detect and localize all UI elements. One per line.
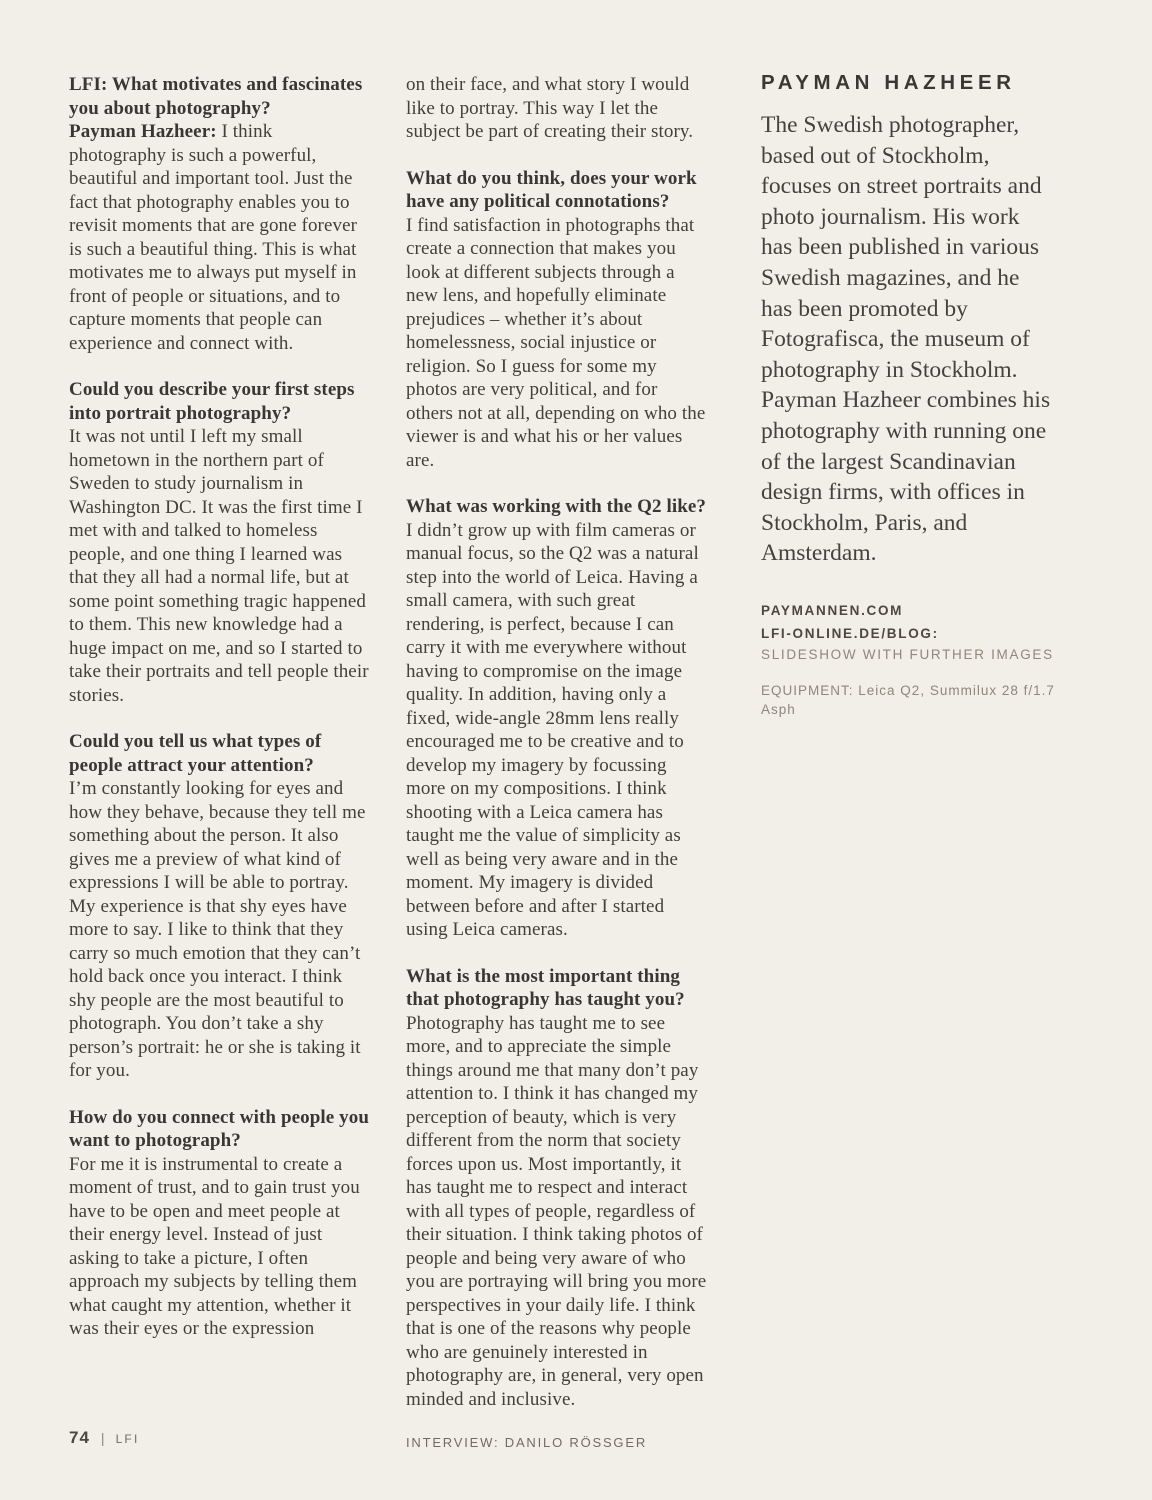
interview-answer	[69, 120, 370, 355]
interview-question: How do you connect with people you want to photograph?	[69, 1106, 370, 1151]
qa-block	[406, 167, 707, 473]
photographer-name: PAYMAN HAZHEER	[761, 71, 1016, 94]
equipment-line	[761, 681, 1056, 719]
qa-block	[69, 73, 370, 355]
photographer-sidebar	[761, 70, 1056, 719]
page-footer	[69, 1428, 140, 1448]
qa-block	[406, 73, 707, 144]
footer-separator: |	[100, 1430, 105, 1446]
qa-block	[69, 730, 370, 1083]
magazine-title: LFI	[115, 1432, 140, 1446]
equipment-label: EQUIPMENT:	[761, 682, 854, 698]
interview-column-left	[69, 73, 370, 1364]
answer-text: I think photography is such a powerful, beautiful and important tool. Just the fact that photography enables you to revisit moments that are gone forever is such a beautiful thing. This is what motivates me to always put myself in front of people or situations, and to capture moments that people can experience and connect with.	[69, 121, 358, 354]
page-number: 74	[69, 1428, 90, 1447]
interview-question: LFI: What motivates and fascinates you about photography?	[69, 74, 363, 119]
interview-column-middle	[406, 73, 707, 1452]
equipment-value: Leica Q2, Summilux 28 f/1.7 Asph	[761, 682, 1055, 717]
links-section	[761, 599, 1056, 664]
qa-block	[69, 1106, 370, 1341]
interview-answer-continuation: on their face, and what story I would like to portray. This way I let the subject be part of creating their story.	[406, 74, 694, 142]
interview-answer: It was not until I left my small hometown in the northern part of Sweden to study journalism in Washington DC. It was the first time I met with and talked to homeless people, and one thing I learned was that they all had a normal life, but at some point something tragic happened to them. This new knowledge had a huge impact on me, and so I started to take their portraits and tell people their stories.	[69, 426, 369, 706]
interview-answer: I find satisfaction in photographs that create a connection that makes you look at different subjects through a new lens, and hopefully eliminate prejudices – whether it’s about homelessness, social injustice or religion. So I guess for some my photos are very political, and for others not at all, depending on who the viewer is and what his or her values are.	[406, 214, 706, 471]
interview-answer: I’m constantly looking for eyes and how they behave, because they tell me something about the person. It also gives me a preview of what kind of expressions I will be able to portray. My experience is that shy eyes have more to say. I like to think that they carry so much emotion that they can’t hold back once you interact. I think shy people are the most beautiful to photograph. You don’t take a shy person’s portrait: he or she is taking it for you.	[69, 778, 366, 1081]
website-link[interactable]: PAYMANNEN.COM	[761, 602, 904, 618]
qa-block	[69, 378, 370, 707]
interview-question: What was working with the Q2 like?	[406, 496, 707, 517]
interview-question: Could you describe your first steps into portrait photography?	[69, 379, 355, 424]
qa-block	[406, 495, 707, 942]
interview-answer: I didn’t grow up with film cameras or manual focus, so the Q2 was a natural step into the world of Leica. Having a small camera, with such great rendering, is perfect, because I can carry it with me everywhere without having to compromise on the image quality. In addition, having only a fixed, wide-angle 28mm lens really encouraged me to be creative and to develop my imagery by focussing more on my compositions. I think shooting with a Leica camera has taught me the value of simplicity as well as being very aware and in the moment. My imagery is divided between before and after I started using Leica cameras.	[406, 519, 699, 940]
qa-block	[406, 965, 707, 1412]
interview-credit: INTERVIEW: DANILO RÖSSGER	[406, 1435, 648, 1450]
interview-question: Could you tell us what types of people attract your attention?	[69, 731, 322, 776]
speaker-name: Payman Hazheer:	[69, 121, 217, 142]
interview-answer: For me it is instrumental to create a moment of trust, and to gain trust you have to be open and meet people at their energy level. Instead of just asking to take a picture, I often approach my subjects by telling them what caught my attention, whether it was their eyes or the expression	[69, 1153, 360, 1339]
interview-question: What do you think, does your work have any political connotations?	[406, 167, 697, 212]
blog-link[interactable]: LFI-ONLINE.DE/BLOG:	[761, 625, 939, 641]
blog-link-description: SLIDESHOW WITH FURTHER IMAGES	[761, 646, 1054, 662]
photographer-bio: The Swedish photographer, based out of Stockholm, focuses on street portraits and photo journalism. His work has been published in various Swedish magazines, and he has been promoted by Fotografisca, the museum of photography in Stockholm. Payman Hazheer combines his photography with running one of the largest Scandinavian design firms, with offices in Stockholm, Paris, and Amsterdam.	[761, 112, 1051, 567]
interview-answer: Photography has taught me to see more, and to appreciate the simple things around me that many don’t pay attention to. I think it has changed my perception of beauty, which is very different from the norm that society forces upon us. Most importantly, it has taught me to respect and interact with all types of people, regardless of their situation. I think taking photos of people and being very aware of who you are portraying will bring you more perspectives in your daily life. I think that is one of the reasons why people who are genuinely interested in photography are, in general, very open minded and inclusive.	[406, 1012, 707, 1410]
interview-question: What is the most important thing that photography has taught you?	[406, 965, 685, 1010]
